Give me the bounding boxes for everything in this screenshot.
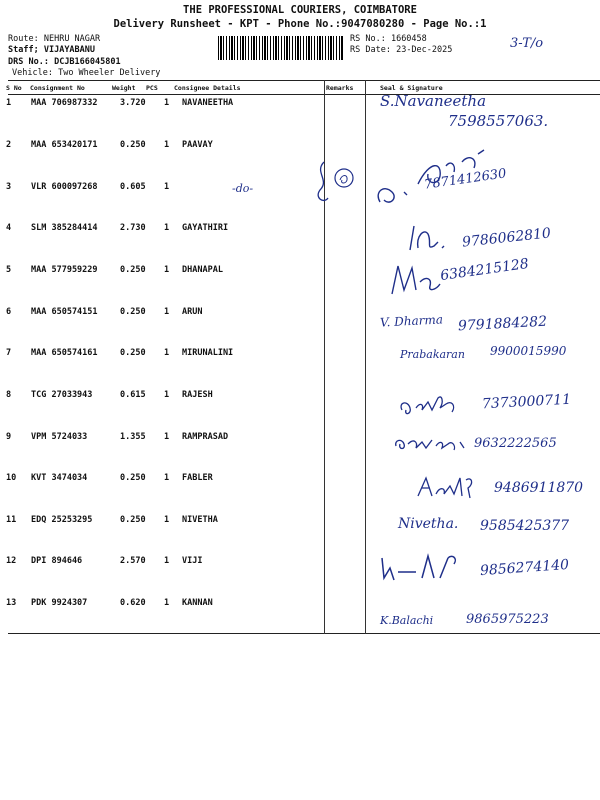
remarks-right-border (365, 80, 366, 634)
row-10-signature-scribble (414, 474, 480, 504)
row-13-sno: 13 (6, 598, 17, 608)
row-7-signature: Prabakaran (400, 348, 465, 361)
rs-date-line (350, 45, 452, 55)
row-12-consignee: VIJI (182, 556, 203, 566)
row-5-phone: 6384215128 (439, 255, 530, 285)
col-sno: S No (6, 84, 22, 92)
table-top-border (8, 80, 600, 81)
row-12-weight: 2.570 (120, 556, 146, 566)
row-10-weight: 0.250 (120, 473, 146, 483)
row-4-consignment: SLM 385284414 (31, 223, 98, 233)
row-8-consignment: TCG 27033943 (31, 390, 93, 400)
col-consignee: Consignee Details (174, 84, 241, 92)
col-seal: Seal & Signature (380, 84, 443, 92)
row-2-consignment: MAA 653420171 (31, 140, 98, 150)
row-7-sno: 7 (6, 348, 12, 358)
row-2-sno: 2 (6, 140, 12, 150)
row-1-phone: 7598557063. (448, 112, 549, 130)
col-weight: Weight (112, 84, 136, 92)
row-1-weight: 3.720 (120, 98, 146, 108)
row-10-phone: 9486911870 (494, 480, 584, 496)
row-7-weight: 0.250 (120, 348, 146, 358)
row-8-sno: 8 (6, 390, 12, 400)
drs-line (8, 57, 121, 67)
route-label: Route: (8, 34, 39, 44)
row-13-phone: 9865975223 (466, 612, 549, 627)
vehicle-line (12, 68, 160, 78)
row-10-consignee: FABLER (182, 473, 213, 483)
row-5-consignment: MAA 577959229 (31, 265, 98, 275)
row-1-consignee: NAVANEETHA (182, 98, 234, 108)
row-1-consignment: MAA 706987332 (31, 98, 98, 108)
runsheet-title: Delivery Runsheet - KPT - Phone No.:9047080280 - Page No.:1 (113, 18, 487, 30)
row-5-weight: 0.250 (120, 265, 146, 275)
row-11-phone: 9585425377 (480, 518, 570, 534)
rs-no-label: RS No.: (350, 34, 386, 44)
row-3-weight: 0.605 (120, 182, 146, 192)
col-remarks: Remarks (326, 84, 354, 92)
row-6-sno: 6 (6, 307, 12, 317)
rs-no-line (350, 34, 427, 44)
row-2-phone: 7871412630 (423, 166, 508, 193)
row-5-signature-scribble (386, 260, 446, 300)
row-5-sno: 5 (6, 265, 12, 275)
row-13-consignee: KANNAN (182, 598, 213, 608)
row-6-phone: 9791884282 (457, 313, 548, 335)
row-6-pcs: 1 (164, 307, 170, 317)
handwritten-note: 3-T/o (510, 36, 544, 51)
row-9-pcs: 1 (164, 432, 170, 442)
row-13-signature: K.Balachi (380, 614, 434, 627)
row-4-consignee: GAYATHIRI (182, 223, 229, 233)
row-7-consignee: MIRUNALINI (182, 348, 234, 358)
vehicle-value: Two Wheeler Delivery (58, 68, 161, 78)
row-9-consignment: VPM 5724033 (31, 432, 88, 442)
rs-no-value: 1660458 (390, 34, 427, 44)
row-8-consignee: RAJESH (182, 390, 213, 400)
row-7-phone: 9900015990 (490, 344, 567, 358)
row-9-phone: 9632222565 (474, 436, 557, 451)
row-7-pcs: 1 (164, 348, 170, 358)
row-9-sno: 9 (6, 432, 12, 442)
staff-line (8, 45, 95, 55)
row-13-pcs: 1 (164, 598, 170, 608)
row-11-sno: 11 (6, 515, 17, 525)
row-9-weight: 1.355 (120, 432, 146, 442)
row-12-consignment: DPI 894646 (31, 556, 83, 566)
row-1-sno: 1 (6, 98, 12, 108)
row-8-signature-scribble (396, 388, 466, 420)
row-5-consignee: DHANAPAL (182, 265, 223, 275)
vehicle-label: Vehicle: (12, 68, 53, 78)
row-11-pcs: 1 (164, 515, 170, 525)
row-13-weight: 0.620 (120, 598, 146, 608)
route-value: NEHRU NAGAR (43, 34, 101, 44)
row-3-pcs: 1 (164, 182, 170, 192)
row-11-weight: 0.250 (120, 515, 146, 525)
row-3-consignment: VLR 600097268 (31, 182, 98, 192)
row-8-pcs: 1 (164, 390, 170, 400)
row-2-pcs: 1 (164, 140, 170, 150)
row-4-sno: 4 (6, 223, 12, 233)
row-4-phone: 9786062810 (461, 225, 552, 251)
table-bottom-border (8, 633, 600, 634)
drs-value: DCJB166045801 (54, 57, 121, 67)
row-2-weight: 0.250 (120, 140, 146, 150)
staff-value: VIJAYABANU (43, 45, 96, 55)
row-11-consignee: NIVETHA (182, 515, 218, 525)
row-10-consignment: KVT 3474034 (31, 473, 88, 483)
row-7-consignment: MAA 650574161 (31, 348, 98, 358)
row-4-weight: 2.730 (120, 223, 146, 233)
table-header-border (8, 94, 600, 95)
row-9-signature-scribble (392, 432, 472, 456)
col-consignment: Consignment No (30, 84, 85, 92)
row-12-signature-scribble (376, 548, 476, 588)
company-title: THE PROFESSIONAL COURIERS, COIMBATORE (183, 4, 417, 16)
row-4-pcs: 1 (164, 223, 170, 233)
row-6-signature: V. Dharma (379, 312, 444, 330)
route-line (8, 34, 100, 44)
row-6-consignment: MAA 650574151 (31, 307, 98, 317)
row-13-consignment: PDK 9924307 (31, 598, 88, 608)
row-8-weight: 0.615 (120, 390, 146, 400)
staff-label: Staff; (8, 45, 39, 55)
row-5-pcs: 1 (164, 265, 170, 275)
row-4-signature-scribble (404, 220, 464, 256)
row-8-phone: 7373000711 (481, 391, 572, 413)
row-1-signature: S.Navaneetha (380, 92, 487, 110)
row-12-pcs: 1 (164, 556, 170, 566)
drs-label: DRS No.: (8, 57, 49, 67)
row-3-sno: 3 (6, 182, 12, 192)
col-pcs: PCS (146, 84, 158, 92)
row-11-signature: Nivetha. (398, 516, 459, 532)
rs-date-value: 23-Dec-2025 (396, 45, 453, 55)
row-10-pcs: 1 (164, 473, 170, 483)
row-10-sno: 10 (6, 473, 17, 483)
row-12-sno: 12 (6, 556, 17, 566)
row-9-consignee: RAMPRASAD (182, 432, 229, 442)
row-3-stamp-mark (312, 158, 362, 210)
row-2-consignee: PAAVAY (182, 140, 213, 150)
row-3-remark: -do- (232, 182, 254, 195)
row-1-pcs: 1 (164, 98, 170, 108)
row-6-consignee: ARUN (182, 307, 203, 317)
row-6-weight: 0.250 (120, 307, 146, 317)
barcode (218, 36, 344, 60)
row-12-phone: 9856274140 (479, 556, 570, 580)
rs-date-label: RS Date: (350, 45, 391, 55)
row-11-consignment: EDQ 25253295 (31, 515, 93, 525)
